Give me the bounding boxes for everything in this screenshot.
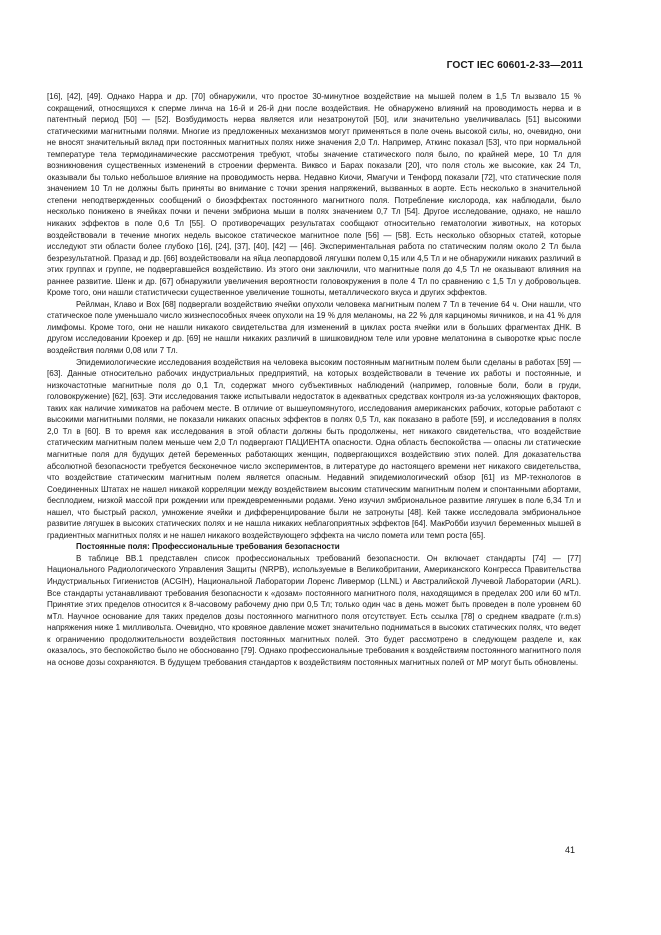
paragraph-safety-requirements: В таблице ВВ.1 представлен список профессиональных требований безопасности. Он включает стандарты [74] — [77] Национального Радиологического Управления Защиты (NRPB), используемые в Великобритании, Американского Конгресса Правительства Индустриальных Гигиенистов (ACGIH), Национальной Лаборатории Лоренс Ливермор (LLNL) и Австралийской Лучевой Лаборатории (ARL). Все стандарты устанавливают требования безопасности к «дозам» постоянного магнитного поля, находящимся в пределах 200 или 60 мТл. Принятие этих пределов относится к 8-часовому рабочему дню при 0,5 Тл; только один час в день может быть проведен в поле уровнем 60 мТл. Научное основание для таких пределов дозы постоянного магнитного поля отсутствует. Есть ссылка [78] о среднем квадрате (r.m.s) напряжения ниже 1 милливольта. Очевидно, что кровяное давление может значительно подниматься в высоких статических полях, что ведет к ограничению продолжительности воздействия постоянных магнитных полей. Это будет рассмотрено в следующем разделе и, как оказалось, это беспокойство было не обоснованно [79]. Однако профессиональные требования к воздействиям постоянного магнитного поля на основе дозы сохраняются. В будущем требования стандартов к воздействиям постоянных магнитных полей от МР могут быть обновлены. — [47, 553, 581, 667]
paragraph-reilman: Рейлман, Клаво и Вох [68] подвергали воздействию ячейки опухоли человека магнитным полем 7 Тл в течение 64 ч. Они нашли, что статическое поле уменьшало число жизнеспособных ячеек опухоли на 19 % для меланомы, на 22 % для карциномы яичников, и на 41 % для лимфомы. Кроме того, они не нашли никакого свидетельства для изменений в циклах роста ячейки или в больших фрагментах ДНК. В другом исследовании Кроекер и др. [69] не нашли никаких различий в шишковидном теле или уровне мелатонина в сыворотке крыс после воздействия полями 0,08 или 7 Тл. — [47, 299, 581, 356]
page-number: 41 — [564, 845, 575, 855]
body-text — [47, 91, 581, 668]
section-heading: Постоянные поля: Профессиональные требования безопасности — [76, 542, 340, 552]
paragraph-continuation: [16], [42], [49]. Однако Нарра и др. [70] обнаружили, что простое 30-минутное воздействие на мышей полем в 1,5 Тл вызвало 15 % сокращений, относящихся к сперме линча на 16-й и 26-й дни после воздействия. Не обнаружено влияний на проводимость нерва и в патентный период [50] — [52]. Возбудимость нерва является или незатронутой [50], или значительно увеличивалась [51] высокими статическими магнитными полями. Многие из предложенных механизмов могут применяться в поле очень высокой силы, но, очевидно, они не вносят значительный вклад при постоянных магнитных полях ниже значения 2,0 Тл. Например, Аткинс показал [53], что при нормальной температуре тела термодинамические рассмотрения требуют, чтобы значение статического поля было, по крайней мере, 10 Тл для возникновения существенных изменений в строении фермента. Виквсо и Барах показали [20], что поля столь же высокие, как 24 Тл, оказывали бы только небольшое влияние на проводимость нерва. Недавно Киочи, Ямагучи и Тенфорд показали [72], что статические поля значением 10 Тл не должны быть приняты во внимание с точки зрения напряжений, вызванных в аорте. Есть несколько в значительной степени неподтвержденных сообщений о биоэффектах постоянного магнитного поля. Потребление кислорода, как наблюдали, было несколько понижено в ячейках почки и печени эмбриона мыши в полях значением 0,7 Тл [54]. Другое исследование, однако, не нашло никаких эффектов в поле 0,6 Тл [55]. О противоречащих результатах сообщают относительно гематологии животных, на которых воздействовали в течение многих недель высокое статическое магнитное поле [56] — [58]. Есть несколько обзорных статей, которые исследуют эти области более глубоко [16], [24], [37], [40], [42] — [46]. Экспериментальная работа по статическим полям около 2 Тл была безрезультатной. Празад и др. [66] воздействовали на яйца леопардовой лягушки полем 0,15 или 4,5 Тл и не обнаружили никаких различий в этих группах и группе, не подвергавшейся воздействию. Из этого они заключили, что магнитные поля до 4,5 Тл не оказывают влияния на раннее развитие. Шенк и др. [67] обнаружили увеличения вероятности головокружения в поле 4 Тл по сравнению с 1,5 Тл у добровольцев. Кроме того, они нашли статистически существенное увеличение тошноты, металлического вкуса и других эффектов. — [47, 92, 581, 298]
standard-designation: ГОСТ IEC 60601-2-33—2011 — [446, 60, 583, 71]
paragraph-epidemiology: Эпидемиологические исследования воздействия на человека высоким постоянным магнитным полем были сделаны в работах [59] — [63]. Данные относительно рабочих индустриальных предприятий, на которых воздействовали в течение их работы и постоянные, и низкочастотные магнитные поля до 0,1 Тл, содержат много субъективных наблюдений (например, головные боли, боли в груди, головокружение) [62], [63]. Эти исследования также испытывали недостаток в адекватных средствах контроля из-за усложняющих факторов, таких как наличие химикатов на рабочем месте. В отличие от вышеупомянутого, исследования американских рабочих, которые работают с высокими магнитными полями, не показали никаких опасных эффектов в полях 0,5 Тл, как показано в работе [59], и исследования в полях 2,0 Тл в [60]. В то время как исследования в этой области должны быть продолжены, нет никакого свидетельства, что воздействие статическим магнитным полем меньше чем 2,0 Тл подвергают ПАЦИЕНТА опасности. Одна область беспокойства — опасны ли статические магнитные поля для будущих детей беременных работающих женщин, подвергающихся воздействию этих полей. Для доказательства абсолютной безопасности требуется бесконечное число экспериментов, в литературе до настоящего времени нет никакого свидетельства, что воздействие статическим магнитным полем является опасным. Недавний эпидемиологический обзор [61] из МР-технологов в Соединенных Штатах не нашел никакой корреляции между воздействием высоким статическим магнитным полем и спонтанными абортами, бесплодием, низкой массой при рождении или преждевременными родами. Уено изучил эмбриональное развитие лягушек в поле 6,34 Тл и нашел, что быстрый раскол, умножение ячейки и дифференцирование были не затронуты [48]. Кей также исследовала эмбриональное развитие лягушек в высоких статических полях и не нашла никаких неблагоприятных эффектов [64]. МакРобби изучил беременных мышей в градиентных магнитных полях и не нашел никакого воздействующего эффекта на число помета или темп роста [65]. — [47, 357, 581, 540]
